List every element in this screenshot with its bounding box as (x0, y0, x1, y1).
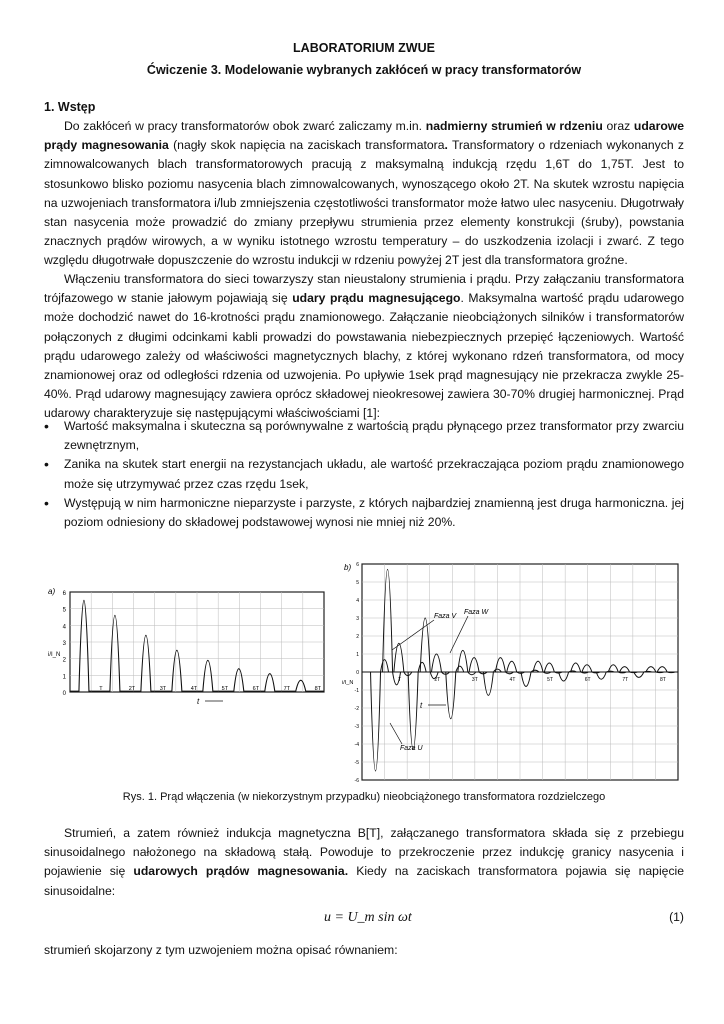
x-tick-label: 8T (314, 686, 322, 692)
y-tick-label: 1 (356, 652, 359, 658)
legend-pointer-w (450, 616, 468, 653)
paragraph-inrush: Włączeniu transformatora do sieci towarzyszy stan nieustalony strumienia i prądu. Przy załączaniu transformatora trójfazowego w stanie jałowym pojawiają się udary prądu magnesującego. Maksymalna wartość prądu udarowego może dochodzić nawet do 16-krotności prądu znamionowego. Załączanie nieobciążonych silników i transformatorów połączonych z długimi odcinkami kabli prowadzi do powstawania niebezpiecznych przepięć łączeniowych. Wartość prądu udarowego zależy od właściwości magnetycznych blachy, z której wykonano rdzeń transformatora, od mocy znamionowej oraz od odległości rdzenia od uzwojenia. Po upływie 1sek prąd magnesujący nie przekracza zwykle 25-40%. Prąd udarowy magnesujący zawiera oprócz składowej nieokresowej zawiera 30-70% drugiej harmonicznej. Prąd udarowy charakteryzuje się następującymi właściwościami [1]: (44, 272, 684, 421)
y-tick-label: 0 (356, 670, 359, 676)
x-tick-label: 5T (547, 677, 554, 683)
list-item: • Zanika na skutek start energii na rezystancjach układu, ale wartość przekraczająca poziom prądu znamionowego może się utrzymywać przez czas rzędu 1sek, (44, 455, 684, 493)
y-axis-label: i/I_N (48, 652, 61, 658)
x-tick-label: 6T (252, 686, 260, 692)
y-tick-label: -6 (354, 778, 359, 784)
panel-label: b) (344, 563, 352, 572)
y-tick-label: 4 (62, 624, 66, 631)
properties-list (44, 417, 684, 532)
legend-faza-u: Faza U (400, 745, 423, 752)
legend-faza-w: Faza W (464, 609, 489, 616)
x-axis-label: t (197, 697, 200, 706)
y-tick-label: 3 (356, 616, 359, 622)
x-tick-label: 6T (584, 677, 591, 683)
y-tick-label: -4 (354, 742, 359, 748)
y-tick-label: -2 (354, 706, 359, 712)
y-tick-label: 5 (356, 580, 359, 586)
y-tick-label: -3 (354, 724, 359, 730)
x-tick-label: 3T (159, 686, 167, 692)
paragraph-flux-linkage: strumień skojarzony z tym uzwojeniem można opisać równaniem: (44, 943, 398, 957)
x-tick-label: 2T (434, 677, 441, 683)
list-item: • Występują w nim harmoniczne nieparzyste i parzyste, z których najbardziej znamienną jest druga harmoniczna. jej poziom odniesiony do składowej podstawowej wynosi nie mniej niż 20%. (44, 494, 684, 532)
x-tick-label: 8T (660, 677, 666, 683)
x-axis-label: t (420, 701, 423, 710)
y-tick-label: -1 (354, 688, 359, 694)
x-tick-label: 4T (509, 677, 516, 683)
x-tick-label: 7T (622, 677, 629, 683)
exercise-title: Ćwiczenie 3. Modelowanie wybranych zakłóceń w pracy transformatorów (146, 63, 582, 77)
y-tick-label: 2 (62, 657, 66, 664)
y-tick-label: -5 (354, 760, 359, 766)
y-tick-label: 6 (62, 591, 66, 597)
section-heading: 1. Wstęp (44, 100, 96, 114)
figure-caption: Rys. 1. Prąd włączenia (w niekorzystnym przypadku) nieobciążonego transformatora rozdzielczego (122, 791, 606, 803)
y-axis-label: i/I_N (342, 680, 354, 686)
y-tick-label: 0 (62, 691, 66, 697)
figure-a-chart (46, 580, 328, 710)
y-tick-label: 1 (62, 674, 66, 681)
y-tick-label: 3 (62, 641, 66, 647)
equation-formula: u = U_m sin ωt (324, 910, 412, 925)
legend-faza-v: Faza V (434, 613, 457, 620)
x-tick-label: 5T (221, 686, 229, 692)
y-tick-label: 6 (356, 562, 359, 568)
x-tick-label: 7T (283, 686, 291, 692)
document-title: LABORATORIUM ZWUE (293, 41, 435, 55)
y-tick-label: 4 (356, 598, 359, 604)
equation-1 (44, 910, 684, 930)
y-tick-label: 5 (62, 607, 66, 614)
list-item: • Wartość maksymalna i skuteczna są porównywalne z wartością prądu płynącego przez transformator przy zwarciu zewnętrznym, (44, 417, 684, 455)
x-tick-label: 4T (190, 686, 198, 692)
x-tick-label: 3T (471, 677, 478, 683)
paragraph-flux: Strumień, a zatem również indukcja magnetyczna B[T], załączanego transformatora składa się z przebiegu sinusoidalnego nałożonego na składową stałą. Powoduje to przekroczenie przez indukcję granicy nasycenia i pojawienie się udarowych prądów magnesowania. Kiedy na zaciskach transformatora pojawia się napięcie sinusoidalne: (44, 826, 685, 898)
x-tick-label: T (99, 686, 103, 692)
equation-number: (1) (669, 910, 684, 924)
x-tick-label: 2T (128, 686, 136, 692)
panel-label: a) (48, 587, 56, 596)
figure-b-chart (340, 558, 682, 788)
y-tick-label: 2 (356, 634, 359, 640)
x-tick-label: T (398, 677, 402, 683)
paragraph-intro: Do zakłóceń w pracy transformatorów obok zwarć zaliczamy m.in. nadmierny strumień w rdzeniu oraz udarowe prądy magnesowania (nagły skok napięcia na zaciskach transformatora. Transformatory o rdzeniach wykonanych z zimnowalcowanych blach transformatorowych pracują z maksymalną indukcją rzędu 1,6T do 1,75T. Jest to stosunkowo blisko poziomu nasycenia blach zimnowalcowanych, wynoszącego około 2T. Na skutek wzrostu napięcia na uzwojeniach transformatora i/lub zmniejszenia częstotliwości transformator może łatwo ulec nasyceniu. Długotrwały stan nasycenia może prowadzić do zmiany przepływu strumienia przez elementy konstrukcji (śruby), powstania znacznych prądów wirowych, a w wyniku istotnego wzrostu temperatury – do uszkodzenia izolacji i zwarć. Z tego względu długotrwałe dopuszczenie do wzrostu indukcji w rdzeniu powyżej 2T jest dla transformatora groźne. (44, 119, 685, 268)
